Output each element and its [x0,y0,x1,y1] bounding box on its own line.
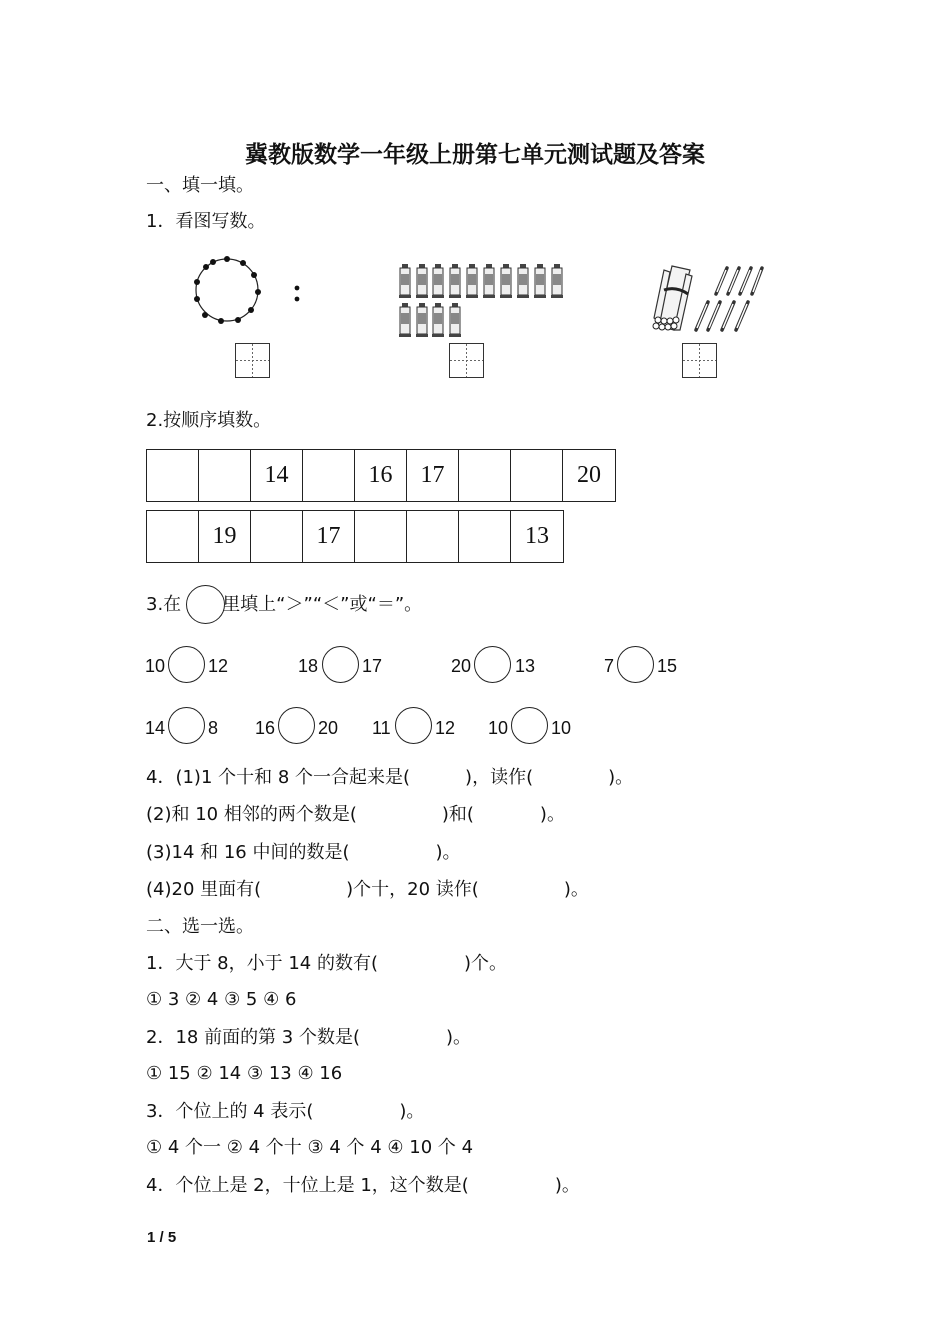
s2-q2 [146,1025,471,1051]
q4-part4-text-b: )个十，20 读作( [346,879,479,900]
q4-part3-text-a: (3)14 和 16 中间的数是( [146,842,350,863]
compare-circle[interactable] [474,646,511,683]
compare-left-number: 16 [255,718,276,738]
q3-label-end: 里填上“＞”“＜”或“＝”。 [222,594,423,615]
sequence-cell[interactable] [407,511,459,562]
answer-box[interactable] [449,343,484,378]
compare-left-number: 20 [451,656,472,676]
sequence-cell[interactable] [147,511,199,562]
s2-q3-options: ① 4 个一 ② 4 个十 ③ 4 个 4 ④ 10 个 4 [146,1137,474,1158]
q4-part2-text-b: )和( [441,804,474,825]
compare-right-number: 8 [208,718,219,738]
compare-left-number: 14 [145,718,166,738]
q4-part3 [146,840,461,866]
sequence-cell[interactable] [459,450,511,501]
s2-q2-options: ① 15 ② 14 ③ 13 ④ 16 [146,1063,343,1084]
sequence-cell[interactable] [199,450,251,501]
q1-label: 1．看图写数。 [146,211,266,232]
sequence-cell: 19 [199,511,251,562]
compare-left-number: 10 [488,718,509,738]
s2-q1-options: ① 3 ② 4 ③ 5 ④ 6 [146,989,297,1010]
compare-left-number: 11 [372,718,391,738]
q4-part2 [146,802,565,828]
compare-circle[interactable] [168,646,205,683]
compare-right-number: 12 [208,656,229,676]
q4-part2-text-a: (2)和 10 相邻的两个数是( [146,804,357,825]
q2-label: 2.按顺序填数。 [146,410,272,431]
sequence-cell: 17 [407,450,459,501]
answer-box[interactable] [235,343,270,378]
q4-part1 [146,765,633,791]
compare-right-number: 10 [551,718,572,738]
section2-heading: 二、选一选。 [146,916,254,937]
page-number: 1 / 5 [147,1229,177,1246]
section1-heading: 一、填一填。 [146,175,254,196]
q4-part1-text-a: 4．(1)1 个十和 8 个一合起来是( [146,767,411,788]
s2-q1-text-b: )个。 [464,953,508,974]
compare-left-number: 10 [145,656,166,676]
sequence-cell: 17 [303,511,355,562]
s2-q2-text-a: 2．18 前面的第 3 个数是( [146,1027,360,1048]
s2-q4-text-a: 4．个位上是 2，十位上是 1，这个数是( [146,1175,469,1196]
sequence-cell: 20 [577,462,601,488]
s2-q3 [146,1099,424,1125]
compare-right-number: 17 [362,656,383,676]
sequence-row-2 [146,510,564,563]
s2-q1-text-a: 1．大于 8，小于 14 的数有( [146,953,378,974]
compare-circle[interactable] [168,707,205,744]
s2-q4-text-b: )。 [554,1175,580,1196]
page-title: 冀教版数学一年级上册第七单元测试题及答案 [245,142,705,168]
s2-q3-text-a: 3．个位上的 4 表示( [146,1101,314,1122]
q3-label-start: 3.在 [146,594,182,615]
s2-q2-text-b: )。 [446,1027,472,1048]
sequence-cell[interactable] [355,511,407,562]
s2-q4 [146,1173,580,1199]
q4-part2-text-c: )。 [539,804,565,825]
compare-left-number: 18 [298,656,319,676]
beads-ring-icon [185,252,310,330]
sequence-cell[interactable] [147,450,199,501]
compare-right-number: 13 [515,656,536,676]
q4-part4-text-c: )。 [563,879,589,900]
compare-circle[interactable] [278,707,315,744]
q4-part1-text-c: )。 [608,767,634,788]
s2-q3-text-b: )。 [399,1101,425,1122]
compare-circle[interactable] [395,707,432,744]
q4-part1-text-b: )，读作( [465,767,534,788]
compare-left-number: 7 [604,656,615,676]
sequence-cell[interactable] [251,511,303,562]
s2-q1 [146,951,507,977]
answer-box[interactable] [682,343,717,378]
q4-part4 [146,877,589,903]
q4-part4-text-a: (4)20 里面有( [146,879,262,900]
compare-circle[interactable] [511,707,548,744]
compare-circle[interactable] [322,646,359,683]
sequence-row-1 [146,449,616,502]
q4-part3-text-b: )。 [435,842,461,863]
stick-bundle-icon [644,260,764,335]
compare-circle[interactable] [617,646,654,683]
sequence-cell: 16 [355,450,407,501]
compare-circle-example [186,585,225,624]
sequence-cell: 13 [525,523,549,549]
paint-tubes-icon [395,258,570,340]
sequence-cell[interactable] [459,511,511,562]
sequence-cell: 14 [251,450,303,501]
sequence-cell[interactable] [511,450,563,501]
compare-right-number: 15 [657,656,678,676]
sequence-cell[interactable] [303,450,355,501]
compare-right-number: 20 [318,718,339,738]
compare-right-number: 12 [435,718,456,738]
